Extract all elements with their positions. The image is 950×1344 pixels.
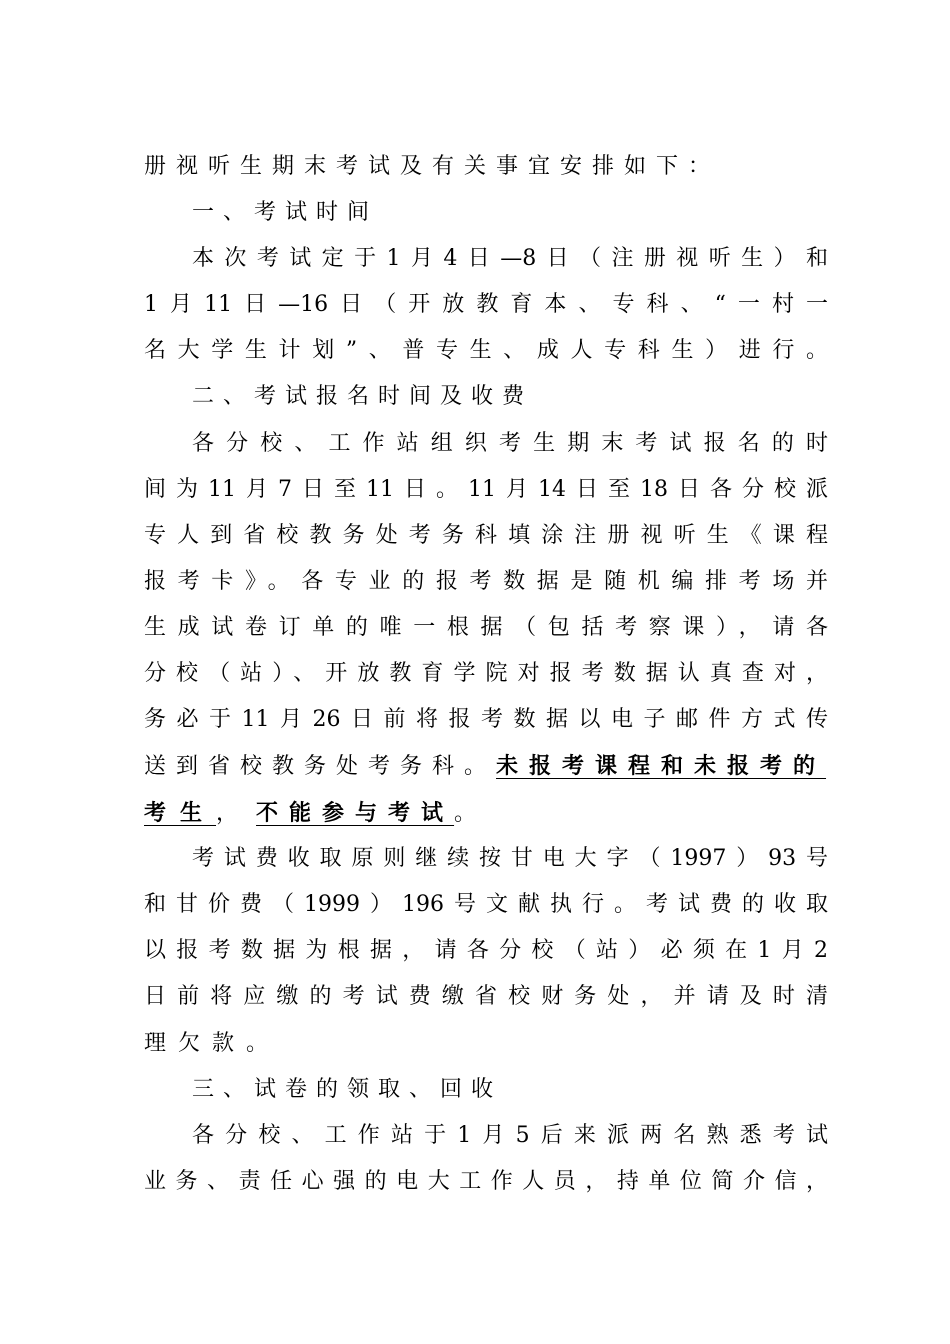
paragraph-line: 各分校、工作站于1月5后来派两名熟悉考试	[192, 1123, 828, 1148]
plain-text: 送到省校教务处考务科。	[144, 754, 497, 779]
paragraph-line: 理欠款。	[144, 1031, 281, 1056]
section-heading-exam-time: 一、考试时间	[192, 200, 379, 225]
paragraph-line: 和甘价费（1999）196号文献执行。考试费的收取	[144, 892, 828, 917]
paragraph-line: 专人到省校教务处考务科填涂注册视听生《课程	[144, 523, 828, 548]
paragraph-line: 日前将应缴的考试费缴省校财务处，并请及时清	[144, 984, 828, 1009]
emphasis-text: 未报考课程和未报考的	[496, 753, 827, 779]
plain-text: 。	[454, 801, 477, 826]
paragraph-line: 考试费收取原则继续按甘电大字（1997）93号	[192, 846, 828, 871]
emphasis-text: 不能参与考试	[256, 800, 455, 826]
paragraph-line: 各分校、工作站组织考生期末考试报名的时	[192, 431, 828, 456]
paragraph-line: 业务、责任心强的电大工作人员，持单位简介信，	[144, 1169, 828, 1194]
emphasis-text: 考生	[144, 800, 217, 826]
paragraph-line: 生成试卷订单的唯一根据（包括考察课），请各	[144, 615, 828, 640]
paragraph-line: 务必于11月26日前将报考数据以电子邮件方式传	[144, 707, 828, 732]
paragraph-line: 以报考数据为根据，请各分校（站）必须在1月2	[144, 938, 828, 963]
paragraph-line: 间为11月7日至11日。11月14日至18日各分校派	[144, 477, 828, 502]
paragraph-line: 1月11日—16日（开放教育本、专科、“一村一	[144, 292, 828, 317]
paragraph-line: 分校（站）、开放教育学院对报考数据认真查对，	[144, 661, 828, 686]
paragraph-line: 册视听生期末考试及有关事宜安排如下：	[144, 154, 721, 179]
paragraph-line	[144, 797, 828, 830]
paragraph-line: 本次考试定于1月4日—8日（注册视听生）和	[192, 246, 828, 271]
plain-text: ，	[216, 801, 239, 826]
section-heading-registration: 二、考试报名时间及收费	[192, 384, 534, 409]
section-heading-papers: 三、试卷的领取、回收	[192, 1077, 503, 1102]
paragraph-line: 名大学生计划”、普专生、成人专科生）进行。	[144, 338, 828, 363]
paragraph-line: 报考卡》。各专业的报考数据是随机编排考场并	[144, 569, 828, 594]
paragraph-line	[144, 750, 828, 783]
